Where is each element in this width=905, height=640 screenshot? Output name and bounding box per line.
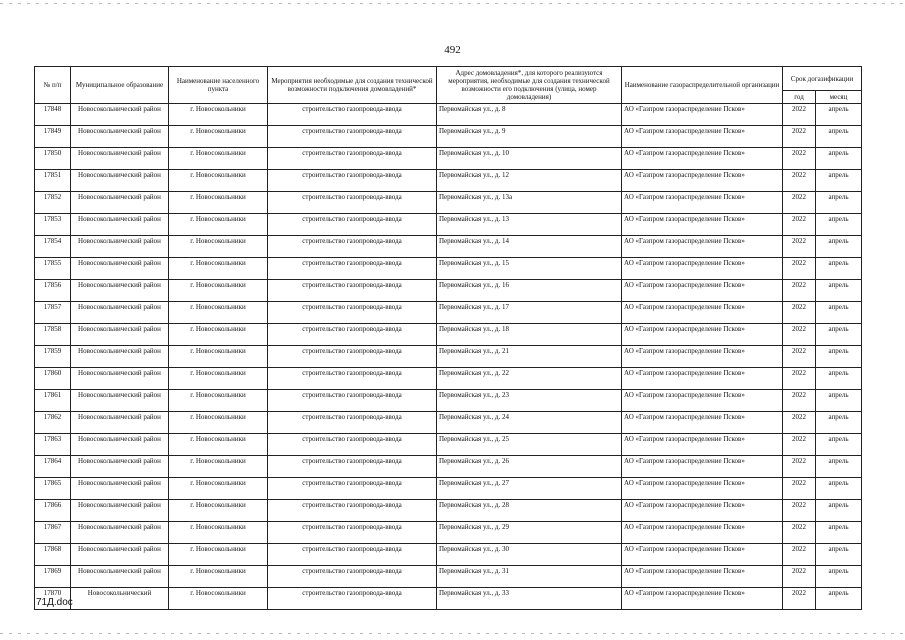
cell-settlement: г. Новосокольники xyxy=(169,236,268,258)
cell-municipality: Новосокольнический район xyxy=(71,302,169,324)
cell-address: Первомайская ул., д. 23 xyxy=(437,390,622,412)
cell-number: 17851 xyxy=(35,170,71,192)
cell-month: апрель xyxy=(816,258,862,280)
cell-settlement: г. Новосокольники xyxy=(169,478,268,500)
cell-number: 17855 xyxy=(35,258,71,280)
cell-measure: строительство газопровода-ввода xyxy=(268,544,437,566)
cell-year: 2022 xyxy=(783,346,816,368)
cell-municipality: Новосокольнический район xyxy=(71,280,169,302)
table-row xyxy=(35,456,862,478)
cell-number: 17852 xyxy=(35,192,71,214)
cell-municipality: Новосокольнический район xyxy=(71,192,169,214)
cell-address: Первомайская ул., д. 17 xyxy=(437,302,622,324)
cell-organization: АО «Газпром газораспределение Псков» xyxy=(622,258,783,280)
cell-settlement: г. Новосокольники xyxy=(169,104,268,126)
page-number: 492 xyxy=(444,44,461,56)
cell-number: 17863 xyxy=(35,434,71,456)
cell-year: 2022 xyxy=(783,588,816,610)
cell-municipality: Новосокольнический район xyxy=(71,236,169,258)
cell-number: 17857 xyxy=(35,302,71,324)
cell-month: апрель xyxy=(816,302,862,324)
cell-month: апрель xyxy=(816,346,862,368)
cell-month: апрель xyxy=(816,170,862,192)
cell-settlement: г. Новосокольники xyxy=(169,522,268,544)
cell-settlement: г. Новосокольники xyxy=(169,214,268,236)
cell-measure: строительство газопровода-ввода xyxy=(268,522,437,544)
cell-address: Первомайская ул., д. 27 xyxy=(437,478,622,500)
cell-municipality: Новосокольнический район xyxy=(71,566,169,588)
table-row xyxy=(35,324,862,346)
cell-number: 17849 xyxy=(35,126,71,148)
cell-month: апрель xyxy=(816,368,862,390)
cell-year: 2022 xyxy=(783,280,816,302)
cell-measure: строительство газопровода-ввода xyxy=(268,148,437,170)
cell-measure: строительство газопровода-ввода xyxy=(268,236,437,258)
cell-address: Первомайская ул., д. 28 xyxy=(437,500,622,522)
cell-measure: строительство газопровода-ввода xyxy=(268,258,437,280)
cell-municipality: Новосокольнический район xyxy=(71,148,169,170)
cell-year: 2022 xyxy=(783,126,816,148)
cell-number: 17860 xyxy=(35,368,71,390)
cell-measure: строительство газопровода-ввода xyxy=(268,346,437,368)
table-row xyxy=(35,368,862,390)
cell-measure: строительство газопровода-ввода xyxy=(268,456,437,478)
cell-measure: строительство газопровода-ввода xyxy=(268,126,437,148)
cell-measure: строительство газопровода-ввода xyxy=(268,280,437,302)
cell-year: 2022 xyxy=(783,324,816,346)
cell-municipality: Новосокольнический район xyxy=(71,500,169,522)
cell-number: 17868 xyxy=(35,544,71,566)
cell-month: апрель xyxy=(816,192,862,214)
cell-settlement: г. Новосокольники xyxy=(169,302,268,324)
cell-organization: АО «Газпром газораспределение Псков» xyxy=(622,456,783,478)
cell-address: Первомайская ул., д. 24 xyxy=(437,412,622,434)
cell-number: 17850 xyxy=(35,148,71,170)
cell-month: апрель xyxy=(816,544,862,566)
cell-settlement: г. Новосокольники xyxy=(169,390,268,412)
cell-organization: АО «Газпром газораспределение Псков» xyxy=(622,500,783,522)
cell-number: 17865 xyxy=(35,478,71,500)
cell-address: Первомайская ул., д. 8 xyxy=(437,104,622,126)
cell-settlement: г. Новосокольники xyxy=(169,500,268,522)
cell-number: 17861 xyxy=(35,390,71,412)
cell-organization: АО «Газпром газораспределение Псков» xyxy=(622,214,783,236)
cell-number: 17870 xyxy=(35,588,71,610)
cell-organization: АО «Газпром газораспределение Псков» xyxy=(622,192,783,214)
cell-settlement: г. Новосокольники xyxy=(169,170,268,192)
cell-year: 2022 xyxy=(783,302,816,324)
cell-address: Первомайская ул., д. 21 xyxy=(437,346,622,368)
table-row xyxy=(35,258,862,280)
cell-municipality: Новосокольнический район xyxy=(71,170,169,192)
cell-organization: АО «Газпром газораспределение Псков» xyxy=(622,544,783,566)
cell-measure: строительство газопровода-ввода xyxy=(268,170,437,192)
table-row xyxy=(35,192,862,214)
cell-settlement: г. Новосокольники xyxy=(169,192,268,214)
cell-organization: АО «Газпром газораспределение Псков» xyxy=(622,368,783,390)
cell-settlement: г. Новосокольники xyxy=(169,412,268,434)
gasification-table xyxy=(34,66,862,610)
cell-municipality: Новосокольнический район xyxy=(71,104,169,126)
table-row xyxy=(35,104,862,126)
cell-address: Первомайская ул., д. 9 xyxy=(437,126,622,148)
cell-municipality: Новосокольнический район xyxy=(71,126,169,148)
cell-year: 2022 xyxy=(783,566,816,588)
cell-settlement: г. Новосокольники xyxy=(169,280,268,302)
cell-measure: строительство газопровода-ввода xyxy=(268,434,437,456)
cell-month: апрель xyxy=(816,214,862,236)
cell-municipality: Новосокольнический район xyxy=(71,346,169,368)
cell-organization: АО «Газпром газораспределение Псков» xyxy=(622,170,783,192)
cell-municipality: Новосокольнический район xyxy=(71,324,169,346)
table-row xyxy=(35,280,862,302)
cell-measure: строительство газопровода-ввода xyxy=(268,368,437,390)
cell-measure: строительство газопровода-ввода xyxy=(268,478,437,500)
cell-year: 2022 xyxy=(783,522,816,544)
cell-settlement: г. Новосокольники xyxy=(169,434,268,456)
cell-number: 17869 xyxy=(35,566,71,588)
cell-month: апрель xyxy=(816,126,862,148)
cell-organization: АО «Газпром газораспределение Псков» xyxy=(622,280,783,302)
cell-number: 17854 xyxy=(35,236,71,258)
cell-municipality: Новосокольнический район xyxy=(71,368,169,390)
table-row xyxy=(35,148,862,170)
cell-address: Первомайская ул., д. 13а xyxy=(437,192,622,214)
cell-address: Первомайская ул., д. 18 xyxy=(437,324,622,346)
cell-year: 2022 xyxy=(783,500,816,522)
cell-number: 17867 xyxy=(35,522,71,544)
cell-municipality: Новосокольнический xyxy=(71,588,169,610)
cell-month: апрель xyxy=(816,236,862,258)
cell-settlement: г. Новосокольники xyxy=(169,588,268,610)
cell-settlement: г. Новосокольники xyxy=(169,368,268,390)
header-settlement: Наименование населенного пункта xyxy=(169,67,268,104)
table-row xyxy=(35,236,862,258)
cell-year: 2022 xyxy=(783,104,816,126)
header-num: № п/п xyxy=(35,67,71,104)
cell-month: апрель xyxy=(816,456,862,478)
table-header xyxy=(35,67,862,104)
file-name-footer: 71Д.doc xyxy=(36,597,73,608)
cell-municipality: Новосокольнический район xyxy=(71,434,169,456)
cell-municipality: Новосокольнический район xyxy=(71,412,169,434)
cell-month: апрель xyxy=(816,280,862,302)
cell-year: 2022 xyxy=(783,412,816,434)
cell-month: апрель xyxy=(816,324,862,346)
cell-address: Первомайская ул., д. 25 xyxy=(437,434,622,456)
cell-month: апрель xyxy=(816,522,862,544)
cell-address: Первомайская ул., д. 22 xyxy=(437,368,622,390)
header-organization: Наименование газораспределительной организации xyxy=(622,67,783,104)
header-month: месяц xyxy=(816,91,862,104)
cell-address: Первомайская ул., д. 30 xyxy=(437,544,622,566)
cell-measure: строительство газопровода-ввода xyxy=(268,104,437,126)
header-address: Адрес домовладения*, для которого реализуются мероприятия, необходимые для создания технической возможности его подключения (улица, номер домовладения) xyxy=(437,67,622,104)
cell-address: Первомайская ул., д. 16 xyxy=(437,280,622,302)
cell-organization: АО «Газпром газораспределение Псков» xyxy=(622,434,783,456)
cell-organization: АО «Газпром газораспределение Псков» xyxy=(622,126,783,148)
cell-year: 2022 xyxy=(783,368,816,390)
cell-address: Первомайская ул., д. 15 xyxy=(437,258,622,280)
cell-organization: АО «Газпром газораспределение Псков» xyxy=(622,346,783,368)
table-row xyxy=(35,412,862,434)
cell-organization: АО «Газпром газораспределение Псков» xyxy=(622,302,783,324)
cell-organization: АО «Газпром газораспределение Псков» xyxy=(622,236,783,258)
cell-number: 17862 xyxy=(35,412,71,434)
cell-year: 2022 xyxy=(783,390,816,412)
header-municipality: Муниципальное образование xyxy=(71,67,169,104)
cell-address: Первомайская ул., д. 14 xyxy=(437,236,622,258)
cell-organization: АО «Газпром газораспределение Псков» xyxy=(622,104,783,126)
cell-number: 17856 xyxy=(35,280,71,302)
cell-month: апрель xyxy=(816,566,862,588)
cell-number: 17848 xyxy=(35,104,71,126)
table-row xyxy=(35,522,862,544)
cell-month: апрель xyxy=(816,588,862,610)
cell-month: апрель xyxy=(816,390,862,412)
cell-number: 17866 xyxy=(35,500,71,522)
cell-municipality: Новосокольнический район xyxy=(71,544,169,566)
cell-measure: строительство газопровода-ввода xyxy=(268,192,437,214)
header-measures: Мероприятия необходимые для создания технической возможности подключения домовладений* xyxy=(268,67,437,104)
table-row xyxy=(35,434,862,456)
cell-organization: АО «Газпром газораспределение Псков» xyxy=(622,390,783,412)
cell-municipality: Новосокольнический район xyxy=(71,390,169,412)
cell-address: Первомайская ул., д. 33 xyxy=(437,588,622,610)
cell-number: 17859 xyxy=(35,346,71,368)
cell-organization: АО «Газпром газораспределение Псков» xyxy=(622,566,783,588)
cell-municipality: Новосокольнический район xyxy=(71,478,169,500)
cell-organization: АО «Газпром газораспределение Псков» xyxy=(622,412,783,434)
cell-settlement: г. Новосокольники xyxy=(169,324,268,346)
scan-noise-top xyxy=(0,3,905,4)
cell-year: 2022 xyxy=(783,148,816,170)
cell-organization: АО «Газпром газораспределение Псков» xyxy=(622,148,783,170)
table-row xyxy=(35,478,862,500)
cell-year: 2022 xyxy=(783,258,816,280)
cell-organization: АО «Газпром газораспределение Псков» xyxy=(622,324,783,346)
cell-month: апрель xyxy=(816,500,862,522)
cell-address: Первомайская ул., д. 29 xyxy=(437,522,622,544)
cell-month: апрель xyxy=(816,148,862,170)
cell-year: 2022 xyxy=(783,456,816,478)
table-row xyxy=(35,588,862,610)
cell-address: Первомайская ул., д. 31 xyxy=(437,566,622,588)
cell-address: Первомайская ул., д. 10 xyxy=(437,148,622,170)
cell-measure: строительство газопровода-ввода xyxy=(268,214,437,236)
cell-address: Первомайская ул., д. 13 xyxy=(437,214,622,236)
header-year: год xyxy=(783,91,816,104)
cell-municipality: Новосокольнический район xyxy=(71,522,169,544)
cell-measure: строительство газопровода-ввода xyxy=(268,412,437,434)
cell-settlement: г. Новосокольники xyxy=(169,148,268,170)
cell-organization: АО «Газпром газораспределение Псков» xyxy=(622,522,783,544)
cell-organization: АО «Газпром газораспределение Псков» xyxy=(622,588,783,610)
cell-month: апрель xyxy=(816,434,862,456)
cell-year: 2022 xyxy=(783,434,816,456)
cell-year: 2022 xyxy=(783,544,816,566)
cell-measure: строительство газопровода-ввода xyxy=(268,324,437,346)
cell-settlement: г. Новосокольники xyxy=(169,346,268,368)
table-row xyxy=(35,500,862,522)
cell-number: 17853 xyxy=(35,214,71,236)
cell-settlement: г. Новосокольники xyxy=(169,258,268,280)
table-row xyxy=(35,126,862,148)
cell-month: апрель xyxy=(816,104,862,126)
cell-year: 2022 xyxy=(783,214,816,236)
cell-measure: строительство газопровода-ввода xyxy=(268,302,437,324)
cell-month: апрель xyxy=(816,478,862,500)
cell-measure: строительство газопровода-ввода xyxy=(268,500,437,522)
scan-noise-bottom xyxy=(0,633,905,634)
cell-number: 17864 xyxy=(35,456,71,478)
cell-municipality: Новосокольнический район xyxy=(71,456,169,478)
cell-number: 17858 xyxy=(35,324,71,346)
cell-settlement: г. Новосокольники xyxy=(169,544,268,566)
table-row xyxy=(35,346,862,368)
cell-measure: строительство газопровода-ввода xyxy=(268,588,437,610)
cell-settlement: г. Новосокольники xyxy=(169,456,268,478)
cell-year: 2022 xyxy=(783,192,816,214)
cell-settlement: г. Новосокольники xyxy=(169,126,268,148)
cell-municipality: Новосокольнический район xyxy=(71,214,169,236)
header-deadline: Срок догазификации xyxy=(783,67,862,91)
cell-year: 2022 xyxy=(783,236,816,258)
cell-settlement: г. Новосокольники xyxy=(169,566,268,588)
cell-address: Первомайская ул., д. 12 xyxy=(437,170,622,192)
cell-year: 2022 xyxy=(783,478,816,500)
table-body xyxy=(35,104,862,610)
table-row xyxy=(35,214,862,236)
table-row xyxy=(35,566,862,588)
cell-year: 2022 xyxy=(783,170,816,192)
cell-organization: АО «Газпром газораспределение Псков» xyxy=(622,478,783,500)
cell-measure: строительство газопровода-ввода xyxy=(268,566,437,588)
table-row xyxy=(35,544,862,566)
cell-measure: строительство газопровода-ввода xyxy=(268,390,437,412)
table-row xyxy=(35,390,862,412)
table-row xyxy=(35,302,862,324)
table-row xyxy=(35,170,862,192)
cell-address: Первомайская ул., д. 26 xyxy=(437,456,622,478)
cell-municipality: Новосокольнический район xyxy=(71,258,169,280)
cell-month: апрель xyxy=(816,412,862,434)
